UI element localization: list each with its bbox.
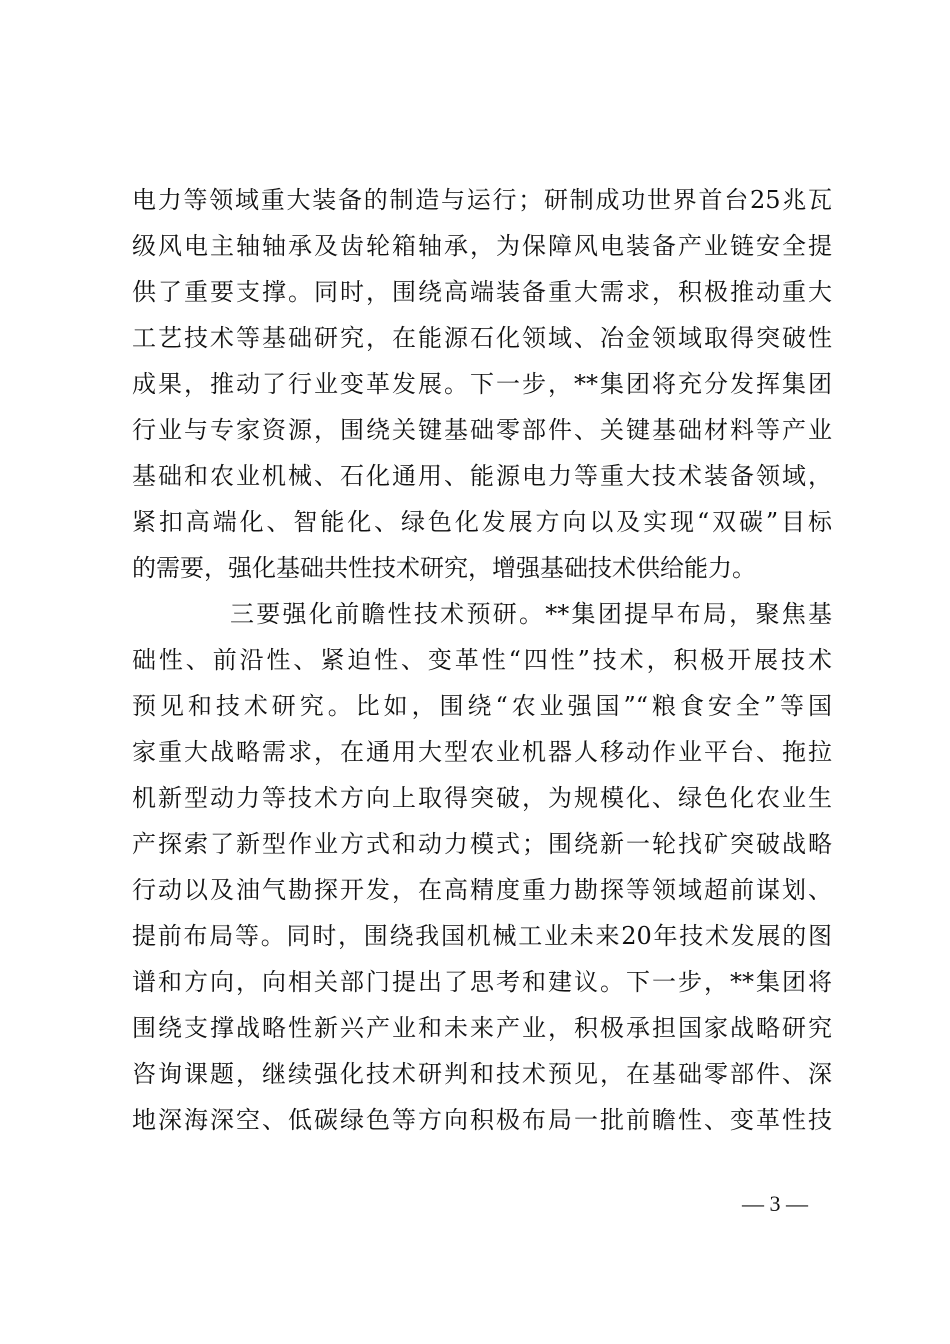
text-line: 行动以及油气勘探开发，在高精度重力勘探等领域超前谋划、 [132, 876, 832, 904]
text-line: 的需要，强化基础共性技术研究，增强基础技术供给能力。 [132, 554, 756, 582]
text-line: 三要强化前瞻性技术预研。**集团提早布局，聚焦基 [230, 600, 832, 628]
text-line: 预见和技术研究。比如，围绕“农业强国”“粮食安全”等国 [132, 692, 832, 720]
body-text [132, 177, 832, 1143]
text-line: 围绕支撑战略性新兴产业和未来产业，积极承担国家战略研究 [132, 1014, 832, 1042]
text-line: 工艺技术等基础研究，在能源石化领域、冶金领域取得突破性 [132, 324, 832, 352]
text-line: 紧扣高端化、智能化、绿色化发展方向以及实现“双碳”目标 [132, 508, 832, 536]
text-line: 基础和农业机械、石化通用、能源电力等重大技术装备领域， [132, 462, 832, 490]
text-line: 础性、前沿性、紧迫性、变革性“四性”技术，积极开展技术 [132, 646, 832, 674]
text-line: 咨询课题，继续强化技术研判和技术预见，在基础零部件、深 [132, 1060, 832, 1088]
text-line: 行业与专家资源，围绕关键基础零部件、关键基础材料等产业 [132, 416, 832, 444]
text-line: 产探索了新型作业方式和动力模式；围绕新一轮找矿突破战略 [132, 830, 832, 858]
text-line: 谱和方向，向相关部门提出了思考和建议。下一步，**集团将 [132, 968, 832, 996]
text-line: 提前布局等。同时，围绕我国机械工业未来20年技术发展的图 [132, 922, 832, 950]
text-line: 电力等领域重大装备的制造与运行；研制成功世界首台25兆瓦 [132, 186, 832, 214]
text-line: 成果，推动了行业变革发展。下一步，**集团将充分发挥集团 [132, 370, 832, 398]
text-line: 机新型动力等技术方向上取得突破，为规模化、绿色化农业生 [132, 784, 832, 812]
page-number: — 3 — [742, 1191, 808, 1216]
text-line: 地深海深空、低碳绿色等方向积极布局一批前瞻性、变革性技 [132, 1106, 832, 1134]
text-line: 级风电主轴轴承及齿轮箱轴承，为保障风电装备产业链安全提 [132, 232, 832, 260]
text-line: 供了重要支撑。同时，围绕高端装备重大需求，积极推动重大 [132, 278, 832, 306]
text-line: 家重大战略需求，在通用大型农业机器人移动作业平台、拖拉 [132, 738, 832, 766]
